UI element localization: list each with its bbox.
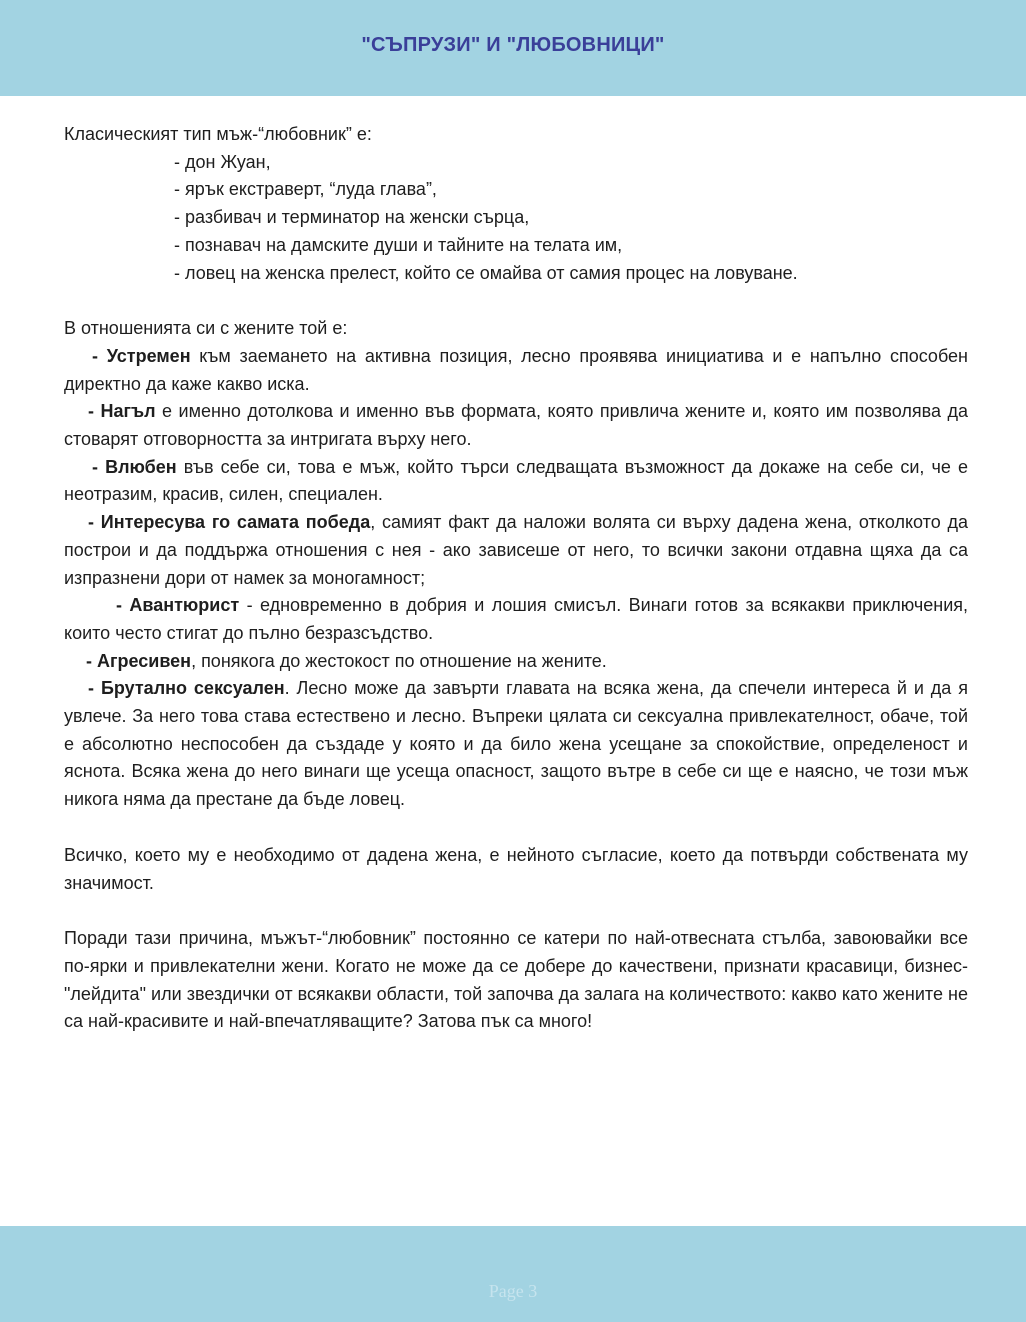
page-title: "СЪПРУЗИ" И "ЛЮБОВНИЦИ" <box>361 34 665 56</box>
trait-paragraph: - Агресивен, понякога до жестокост по отношение на жените. <box>86 650 607 671</box>
list-item: - дон Жуан, <box>174 151 271 172</box>
page-footer <box>0 1226 1026 1322</box>
trait-text: към заемането на активна позиция, лесно проявява инициатива и е напълно способен директно да каже какво иска. <box>64 345 969 394</box>
intro-line: Класическият тип мъж-“любовник” е: <box>64 124 372 144</box>
page-number: Page 3 <box>488 1281 538 1301</box>
spacer <box>64 287 968 315</box>
list-item: - ловец на женска прелест, който се омайва от самия процес на ловуване. <box>174 262 798 283</box>
body-paragraph: Поради тази причина, мъжът-“любовник” постоянно се катери по най-отвесната стълба, завоювайки все по-ярки и привлекателни жени. Когато не може да се добере до качествени, признати красавици, бизнес-"лейдита" или звездички от всякакви области, той започва да залага на количеството: какво като жените не са най-красивите и най-впечатляващите? Затова пък са много! <box>64 928 968 1032</box>
trait-term: Нагъл <box>100 401 156 422</box>
list-item: - познавач на дамските души и тайните на телата им, <box>174 234 623 255</box>
spacer <box>64 897 968 925</box>
trait-text: във себе си, това е мъж, който търси следващата възможност да докаже на себе си, че е неотразим, красив, силен, специален. <box>64 456 968 505</box>
trait-text: е именно дотолкова и именно във формата, която привлича жените и, която им позволява да стоварят отговорността за интригата върху него. <box>64 401 969 450</box>
trait-term: Влюбен <box>105 456 177 477</box>
body-paragraph: Всичко, което му е необходимо от дадена жена, е нейното съгласие, което да потвърди собствената му значимост. <box>64 844 968 893</box>
type-list <box>64 149 968 288</box>
trait-paragraph: - Влюбен във себе си, това е мъж, който търси следващата възможност да докаже на себе си, че е неотразим, красив, силен, специален. <box>64 456 968 505</box>
trait-text: . Лесно може да завърти главата на всяка жена, да спечели интереса й и да я увлече. За него това става естествено и лесно. Въпреки цялата си сексуална привлекателност, обаче, той е абсолютно неспособен да създаде у която и да било жена усещане за спокойствие, определеност и яснота. Всяка жена до него винаги ще усеща опасност, защото вътре в себе си ще е наясно, че този мъж никога няма да престане да бъде ловец. <box>64 678 968 810</box>
trait-term: Интересува го самата победа <box>100 512 371 533</box>
trait-paragraph: - Интересува го самата победа, самият факт да наложи волята си върху дадена жена, отколкото да построи и да поддържа отношения с нея - ако зависеше от него, то всички закони отдавна щяха да са изпразнени дори от намек за моногамност; <box>64 512 969 588</box>
trait-text: , понякога до жестокост по отношение на жените. <box>191 650 607 671</box>
list-item: - ярък екстраверт, “луда глава”, <box>174 179 437 200</box>
relations-intro: В отношенията си с жените той е: <box>64 318 348 339</box>
trait-paragraph: - Брутално сексуален. Лесно може да завърти главата на всяка жена, да спечели интереса й и да я увлече. За него това става естествено и лесно. Въпреки цялата си сексуална привлекателност, обаче, той е абсолютно неспособен да създаде у която и да било жена усещане за спокойствие, определеност и яснота. Всяка жена до него винаги ще усеща опасност, защото вътре в себе си ще е наясно, че този мъж никога няма да престане да бъде ловец. <box>64 678 968 810</box>
trait-term: Брутално сексуален <box>100 678 285 699</box>
trait-paragraph: - Авантюрист - едновременно в добрия и лошия смисъл. Винаги готов за всякакви приключения, които често стигат до пълно безразсъдство. <box>64 595 968 643</box>
trait-paragraph: - Устремен към заемането на активна позиция, лесно проявява инициатива и е напълно способен директно да каже какво иска. <box>64 345 969 394</box>
trait-text: - едновременно в добрия и лошия смисъл. Винаги готов за всякакви приключения, които често стигат до пълно безразсъдство. <box>64 595 968 643</box>
trait-term: Устремен <box>106 345 191 366</box>
spacer <box>64 814 968 842</box>
list-item: - разбивач и терминатор на женски сърца, <box>174 207 530 228</box>
trait-term: Агресивен <box>97 650 192 671</box>
page-header <box>0 0 1026 96</box>
trait-paragraph: - Нагъл е именно дотолкова и именно във формата, която привлича жените и, която им позволява да стоварят отговорността за интригата върху него. <box>64 401 969 450</box>
trait-term: Авантюрист <box>129 595 240 616</box>
trait-text: , самият факт да наложи волята си върху дадена жена, отколкото да построи и да поддържа отношения с нея - ако зависеше от него, то всички закони отдавна щяха да са изпразнени дори от намек за моногамност; <box>64 512 969 588</box>
document-body <box>64 121 968 1036</box>
